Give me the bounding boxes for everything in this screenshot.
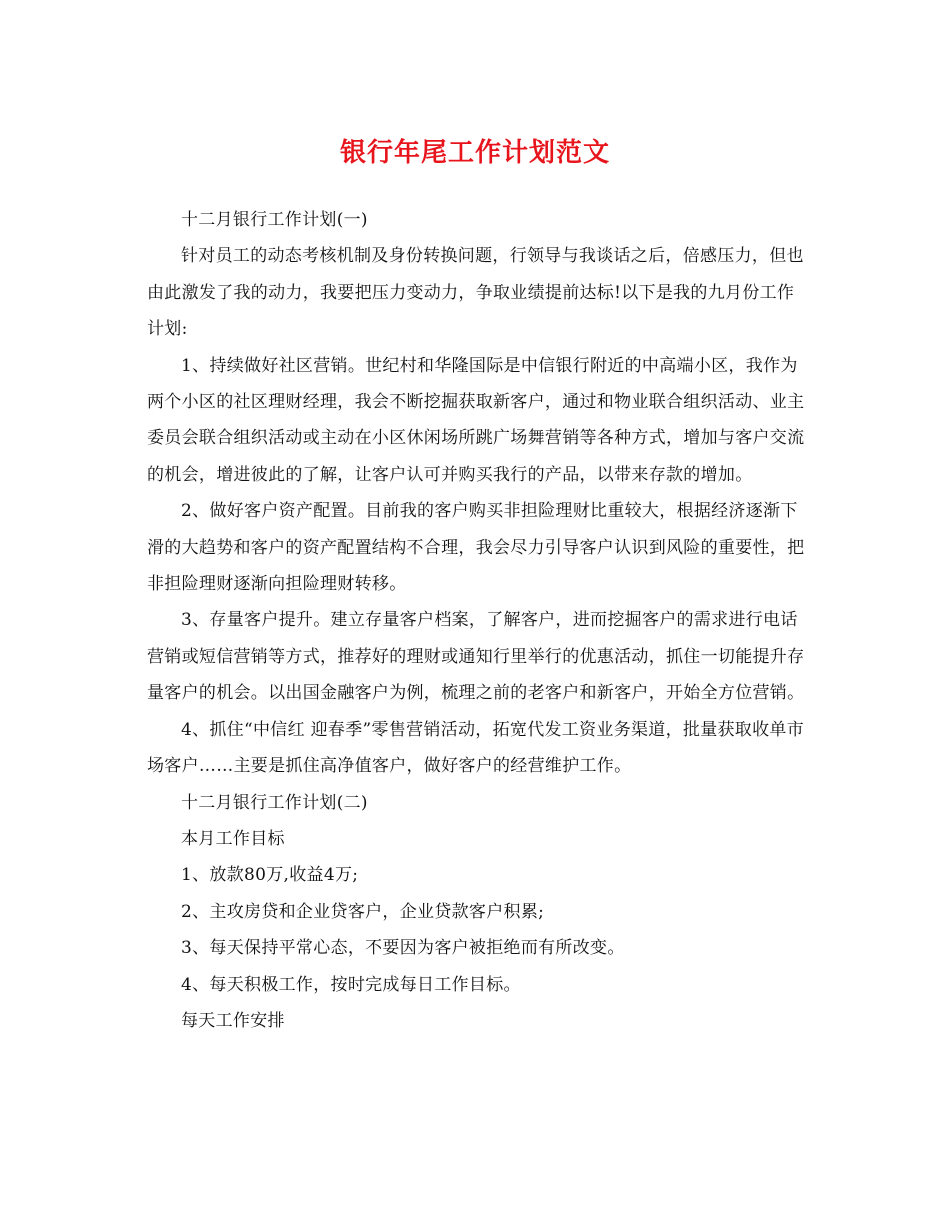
paragraph-item-4: 4、抓住“中信红 迎春季”零售营销活动，拓宽代发工资业务渠道，批量获取收单市场客户……主要是抓住高净值客户，做好客户的经营维护工作。 (147, 719, 804, 777)
goal-item-2: 2、主攻房贷和企业贷客户，企业贷款客户积累; (181, 901, 545, 922)
document-title: 银行年尾工作计划范文 (339, 138, 610, 168)
paragraph-item-2: 2、做好客户资产配置。目前我的客户购买非担险理财比重较大，根据经济逐渐下滑的大趋势和客户的资产配置结构不合理，我会尽力引导客户认识到风险的重要性，把非担险理财逐渐向担险理财转移。 (147, 501, 805, 595)
paragraph-item-1: 1、持续做好社区营销。世纪村和华隆国际是中信银行附近的中高端小区，我作为两个小区的社区理财经理，我会不断挖掘获取新客户，通过和物业联合组织活动、业主委员会联合组织活动或主动在小区休闲场所跳广场舞营销等各种方式，增加与客户交流的机会，增进彼此的了解，让客户认可并购买我行的产品，以带来存款的增加。 (147, 355, 805, 485)
paragraph-item-3: 3、存量客户提升。建立存量客户档案，了解客户，进而挖掘客户的需求进行电话营销或短信营销等方式，推荐好的理财或通知行里举行的优惠活动，抓住一切能提升存量客户的机会。以出国金融客户为例，梳理之前的老客户和新客户，开始全方位营销。 (147, 610, 805, 704)
goal-item-1: 1、放款80万,收益4万; (181, 865, 359, 886)
goal-item-4: 4、每天积极工作，按时完成每日工作目标。 (181, 974, 521, 995)
subheading-daily-schedule: 每天工作安排 (181, 1010, 285, 1031)
paragraph-intro: 针对员工的动态考核机制及身份转换问题，行领导与我谈话之后，倍感压力，但也由此激发了我的动力，我要把压力变动力，争取业绩提前达标!以下是我的九月份工作计划: (147, 246, 804, 340)
section-heading-1: 十二月银行工作计划(一) (181, 210, 368, 230)
goal-item-3: 3、每天保持平常心态，不要因为客户被拒绝而有所改变。 (181, 938, 625, 959)
subheading-monthly-goals: 本月工作目标 (181, 828, 285, 849)
document-body (147, 202, 807, 1039)
section-heading-2: 十二月银行工作计划(二) (181, 792, 368, 813)
